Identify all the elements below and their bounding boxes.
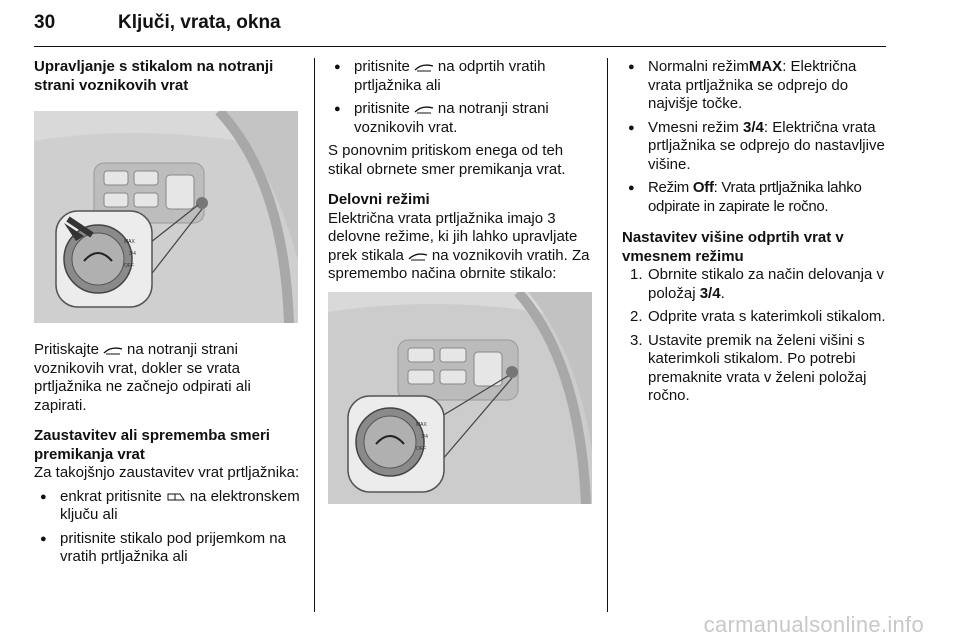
watermark: carmanualsonline.info	[703, 612, 924, 637]
column-1	[34, 58, 302, 572]
column-2	[328, 58, 592, 504]
tailgate-icon	[414, 104, 434, 114]
paragraph: Pritiskajte na notranji strani voznikovih vrat, dokler se vrata prtljažnika ne začnejo odpirati ali zapirati.	[34, 341, 251, 414]
numbered-list	[622, 266, 890, 406]
section-heading: Upravljanje s stikalom na notranji strani voznikovih vrat	[34, 58, 274, 94]
column-divider	[314, 58, 315, 612]
paragraph: S ponovnim pritiskom enega od teh stikal obrnete smer premikanja vrat.	[328, 142, 566, 178]
label-three-quarter: 3/4	[129, 251, 136, 257]
tailgate-icon	[103, 345, 123, 355]
list-item: 3. Ustavite premik na želeni višini s katerimkoli stikalom. Po potrebi premaknite vrata v želeni položaj ročno.	[630, 331, 867, 404]
illustration-svg	[34, 111, 298, 323]
label-three-quarter: 3/4	[421, 433, 428, 440]
mode-switch-illustration	[328, 292, 592, 504]
section-heading: Nastavitev višine odprtih vrat v vmesnem režimu	[622, 229, 844, 265]
paragraph: Električna vrata prtljažnika imajo 3 delovne režime, ki jih lahko upravljate prek stikala na voznikovih vratih. Za spremembo načina obrnite stikalo:	[328, 209, 590, 282]
page-title: Ključi, vrata, okna	[118, 12, 281, 33]
list-item: ● enkrat pritisnite na elektronskem ključu ali	[34, 488, 302, 525]
tailgate-icon	[414, 62, 434, 72]
label-off: OFF	[416, 445, 426, 452]
list-item: ● Vmesni režim 3/4: Električna vrata prtljažnika se odprejo do nastavljive višine.	[622, 119, 890, 175]
section-heading: Zaustavitev ali sprememba smeri premikanja vrat	[34, 427, 270, 463]
door-switch-illustration	[34, 111, 298, 323]
label-max: MAX	[416, 421, 427, 428]
key-tailgate-icon	[166, 492, 186, 502]
label-max: MAX	[124, 239, 135, 245]
list-item: ● pritisnite stikalo pod prijemkom na vratih prtljažnika ali	[34, 530, 302, 567]
list-item: ● Režim Off: Vrata prtljažnika lahko odpirate in zapirate le ročno.	[622, 179, 890, 216]
list-item: ● pritisnite na odprtih vratih prtljažnika ali	[328, 58, 592, 95]
header-rule	[34, 46, 886, 47]
bullet-list	[328, 58, 592, 137]
page-number: 30	[34, 12, 56, 33]
column-3	[622, 58, 890, 411]
list-item: ● Normalni režimMAX: Električna vrata prtljažnika se odprejo do najvišje točke.	[622, 58, 890, 114]
illustration-svg	[328, 292, 592, 504]
tailgate-icon	[408, 251, 428, 261]
paragraph: Za takojšnjo zaustavitev vrat prtljažnika:	[34, 464, 300, 481]
page-header	[34, 6, 886, 44]
column-divider	[607, 58, 608, 612]
bullet-list	[622, 58, 890, 216]
bullet-list	[34, 488, 302, 567]
list-item: 1. Obrnite stikalo za način delovanja v položaj 3/4.	[630, 266, 884, 302]
list-item: 2. Odprite vrata s katerimkoli stikalom.	[630, 308, 886, 325]
section-heading: Delovni režimi	[328, 191, 430, 208]
list-item: ● pritisnite na notranji strani voznikovih vrat.	[328, 100, 592, 137]
label-off: OFF	[124, 263, 134, 269]
